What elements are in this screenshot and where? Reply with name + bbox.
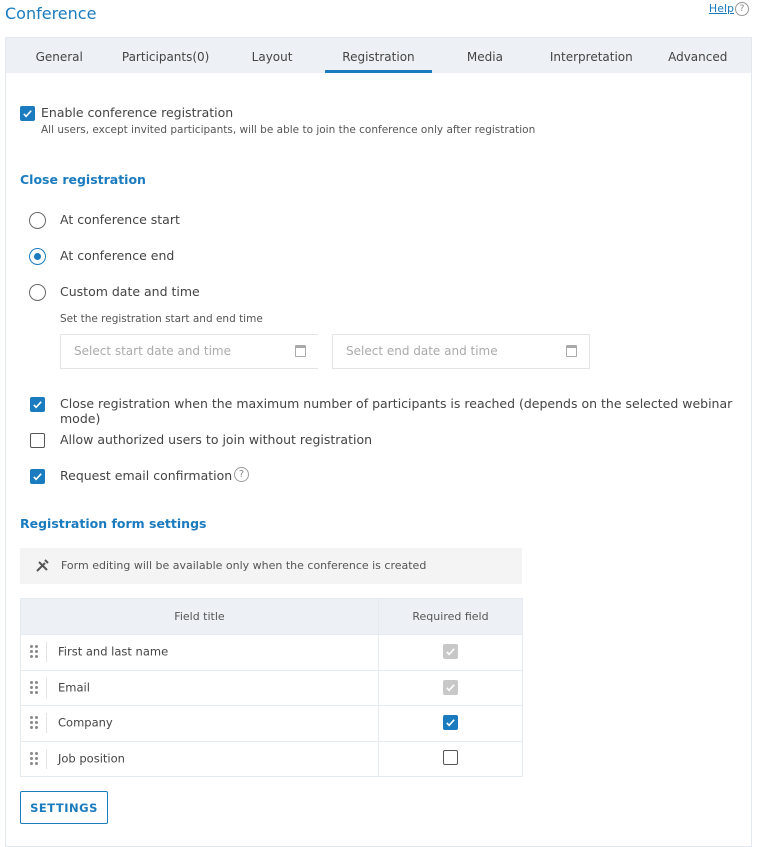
radio-label: At conference end — [60, 248, 175, 263]
enable-registration-description: All users, except invited participants, will be able to join the conference only after registration — [41, 124, 536, 136]
required-checkbox[interactable] — [443, 750, 458, 765]
tab-media[interactable]: Media — [466, 50, 503, 64]
close-registration-heading: Close registration — [20, 172, 146, 187]
radio-custom-date[interactable] — [29, 284, 46, 301]
drag-handle-icon[interactable] — [21, 642, 47, 662]
field-title: Job position — [58, 751, 125, 766]
calendar-icon — [566, 345, 577, 357]
allow-authorized-label: Allow authorized users to join without registration — [60, 432, 373, 447]
required-checkbox[interactable] — [443, 715, 458, 730]
custom-date-hint: Set the registration start and end time — [60, 313, 263, 325]
drag-handle-icon[interactable] — [21, 713, 47, 733]
column-field-title: Field title — [21, 599, 379, 635]
end-date-placeholder: Select end date and time — [346, 344, 498, 358]
page-title: Conference — [5, 4, 97, 23]
help-icon[interactable]: ? — [735, 2, 749, 16]
column-required: Required field — [379, 599, 523, 635]
tab-advanced[interactable]: Advanced — [668, 50, 728, 64]
tab-general[interactable]: General — [35, 50, 83, 64]
required-checkbox — [443, 644, 458, 659]
radio-conference-start[interactable] — [29, 212, 46, 229]
tab-interpretation[interactable]: Interpretation — [549, 50, 633, 64]
table-row — [21, 670, 523, 706]
enable-registration-checkbox[interactable] — [20, 106, 35, 121]
email-confirmation-label: Request email confirmation — [60, 468, 233, 483]
enable-registration-label: Enable conference registration — [41, 105, 234, 120]
table-row — [21, 635, 523, 671]
end-date-input[interactable] — [332, 334, 590, 369]
radio-conference-end[interactable] — [29, 248, 46, 265]
drag-handle-icon[interactable] — [21, 678, 47, 698]
required-checkbox — [443, 680, 458, 695]
question-icon[interactable]: ? — [234, 467, 249, 482]
tab-layout[interactable]: Layout — [251, 50, 293, 64]
calendar-icon — [295, 345, 306, 357]
allow-authorized-checkbox[interactable] — [30, 433, 45, 448]
tab-bar — [6, 38, 751, 73]
close-on-max-label: Close registration when the maximum number of participants is reached (depends on the selected webinar mode) — [60, 396, 733, 426]
form-editing-notice — [20, 548, 522, 584]
registration-fields-table — [20, 598, 523, 777]
field-title: Email — [58, 680, 90, 695]
close-on-max-checkbox[interactable] — [30, 397, 45, 412]
field-title: First and last name — [58, 644, 169, 659]
table-row — [21, 741, 523, 777]
tab-registration[interactable]: Registration — [325, 38, 431, 73]
radio-label: At conference start — [60, 212, 180, 227]
form-settings-heading: Registration form settings — [20, 516, 207, 531]
settings-button[interactable]: SETTINGS — [20, 791, 108, 824]
email-confirmation-checkbox[interactable] — [30, 469, 45, 484]
help-link[interactable]: Help — [708, 2, 734, 15]
drag-handle-icon[interactable] — [21, 749, 47, 769]
start-date-input[interactable] — [60, 334, 318, 369]
table-header — [21, 599, 523, 635]
tab-participants[interactable]: Participants(0) — [121, 50, 210, 64]
field-title: Company — [58, 715, 113, 730]
notice-text: Form editing will be available only when the conference is created — [61, 559, 427, 572]
start-date-placeholder: Select start date and time — [74, 344, 231, 358]
radio-label: Custom date and time — [60, 284, 200, 299]
table-row — [21, 706, 523, 742]
edit-disabled-icon — [35, 559, 49, 573]
